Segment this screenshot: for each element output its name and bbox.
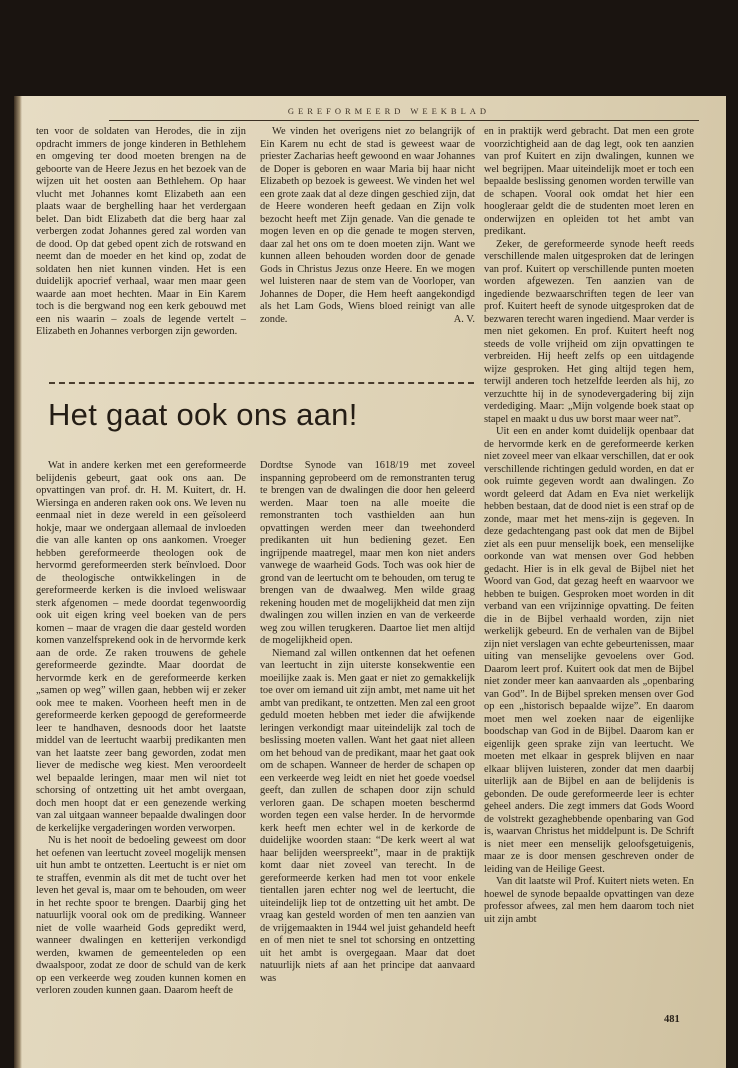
paragraph: We vinden het overigens niet zo belangrijk of Ein Karem nu echt de stad is geweest waar de priester Zacharias heeft gewoond en waar Johannes de Doper is geboren en waar Maria bij haar nicht Elizabeth op bezoek is geweest. We vinden het wel een grote zaak dat al deze dingen geschied zijn, dat de Heere wonderen heeft gedaan en Zijn volk bezocht heeft met Zijn genade. Van die genade te mogen leven en op die genade te mogen sterven, daar zal het ons om te doen moeten zijn. Want we kunnen alleen behouden worden door de genade Gods in Christus Jezus onze Heere. En we mogen wel luisteren naar de stem van de Voorloper, van Johannes de Doper, die Hem heeft aangekondigd als het Lam Gods, Wiens bloed reinigt van alle zonde. A. V.	[260, 126, 475, 325]
paragraph: Nu is het nooit de bedoeling geweest om door het oefenen van leertucht zoveel mogelijk mensen uit hun ambt te ontzetten. Leertucht is er niet om te straffen, evenmin als dit met de tucht over het leven het geval is, maar om te behouden, om weer in het rechte spoor te brengen. Daarbij ging het natuurlijk vooral ook om de prediking. Wanneer niet de volle waarheid Gods gepredikt werd, wanneer dwalingen en ketterijen verkondigd werden, kwamen de gemeenteleden op een dwaalspoor, zodat ze door de schuld van de kerk op een verkeerde weg zouden kunnen komen en verloren zouden kunnen gaan. Daarom heeft de	[36, 835, 246, 996]
paragraph: en in praktijk werd gebracht. Dat men een grote voorzichtigheid aan de dag legt, ook ten aanzien van prof Kuitert en zijn dwalingen, kunnen we wel begrijpen. Maar uiteindelijk moet er toch een bepaalde beslissing genomen worden terwille van de schapen. Vooral ook omdat het hier een hoogleraar geldt die de studenten moet leren en onderwijzen en opleiden tot het ambt van predikant.	[484, 126, 694, 237]
page-number: 481	[664, 1014, 680, 1025]
paragraph: Van dit laatste wil Prof. Kuitert niets weten. En hoewel de synode bepaalde opvattingen van deze professor afwees, zal men hem daarom toch niet uit zijn ambt	[484, 876, 694, 925]
magazine-page	[14, 96, 726, 1068]
author-signature: A. V.	[453, 313, 475, 325]
article-headline: Het gaat ook ons aan!	[48, 397, 358, 432]
article-column-1	[36, 460, 246, 998]
article-column-3	[484, 126, 694, 926]
section-divider	[49, 382, 474, 384]
paragraph: Zeker, de gereformeerde synode heeft reeds verschillende malen uitgesproken dat de leringen van prof. Kuitert op verschillende punten moeten worden afgewezen. Ten aanzien van de ingediende bezwaarschriften tegen de leer van prof. Kuitert heeft de synode uitgesproken dat de bezwaren terecht waren ingediend. Maar verder is men niet gekomen. En prof. Kuitert heeft nog steeds de volle vrijheid om zijn opvattingen te verbreiden. Hij heeft zelfs op een uitdagende wijze gesproken. Het ging altijd tegen hem, terwijl anderen toch hetzelfde leerden als hij, zo verzuchtte hij in de synodevergadering bij zijn verdediging. Maar: „Mijn volgende boek staat op stapel en maakt u dus uw borst maar weer nat”.	[484, 238, 694, 425]
paragraph: ten voor de soldaten van Herodes, die in zijn opdracht immers de jonge kinderen in Bethlehem en omgeving ter dood moeten brengen na de geboorte van de Heere Jezus en het bezoek van de wijzen uit het oosten aan Bethlehem. Op haar vlucht met Johannes komt Elizabeth aan een plaats waar de berghelling haar het verdergaan belet. Dan bidt Elizabeth dat die berg haar zal verbergen zodat Johannes gered zal worden van de dood. Op dat gebed opent zich de rotswand en neemt dan de moeder en het kind op, zodat de soldaten hen niet kunnen vinden. Het is een duidelijk apocrief verhaal, waar men maar geen waarde aan moet hechten. Maar in Ein Karem toch is die bergwand nog een kerk gebouwd met een nis waarin – zoals de legende vertelt – Elizabeth en Johannes verborgen zijn geworden.	[36, 126, 246, 337]
paragraph: Uit een en ander komt duidelijk openbaar dat de hervormde kerk en de gereformeerde kerken niet zoveel meer van elkaar verschillen, dat er ook verschillende richtingen geduld worden, en dat er ook ruimte gegeven wordt aan dwalingen. Zo wordt geleerd dat Adam en Eva niet werkelijk hebben bestaan, dat de dood niet is een straf op de zonde, maar met het mens-zijn is gegeven. In deze gedachtengang past ook dat men de Bijbel ziet als een puur menselijk boek, een menselijke oorkonde van wat mensen over God hebben gedacht. Hier is in elk geval de Bijbel niet het Woord van God, dat gezag heeft en waarvoor we hebben te buigen. Gesproken moet worden in dit verband van een vrijzinnige opvatting. De feiten die in de Bijbel verhaald worden, zijn niet werkelijk gebeurd. En de verhalen van de Bijbel zijn niet verslagen van echte gebeurtenissen, maar uiting van menselijke gevoelens over God. Daarom leert prof. Kuitert ook dat men de Bijbel niet zonder meer kan aanvaarden als „openbaring van God”. In de Bijbel spreken mensen over God op een „historisch bepaalde wijze”. En daarom moet men wel zoeken naar de eigenlijke boodschap van God in de Bijbel. Daarom kan er eigenlijk geen sprake zijn van leertucht. We moeten met elkaar in gesprek blijven en naar elkaar blijven luisteren, zonder dat men daarbij uiterlijk aan de Bijbel en aan de belijdenis is gebonden. De oude gereformeerde leer is echter geheel anders. Die zegt immers dat Gods Woord de volstrekt gezaghebbende openbaring van God is, waarvan Christus het middelpunt is. De Schrift is niet meer een menselijk geloofsgetuigenis, maar ze is door mensen geschreven onder de leiding van de Heilige Geest.	[484, 426, 694, 875]
previous-article-column-1	[36, 126, 246, 339]
header-rule	[109, 120, 699, 121]
paragraph: Niemand zal willen ontkennen dat het oefenen van leertucht in zijn uiterste konsekwentie een moeilijke zaak is. Men gaat er niet zo gemakkelijk toe over om iemand uit zijn ambt, met name uit het ambt van predikant, te ontzetten. Men zal een groot geduld moeten hebben met ieder die afwijkende leringen verkondigt maar uiteindelijk zal toch de beslissing moeten vallen. Want het gaat niet alleen om het behoud van de predikant, maar het gaat ook om de schapen. Wanneer de herder de schapen op een verkeerde weg leidt en niet het goede voedsel geeft, dan zullen de schapen door zijn schuld verloren gaan. De schapen moeten beschermd worden tegen een valse herder. In de hervormde kerk heeft men echter wel in de kerkorde de duidelijke woorden staan: “De kerk weert al wat haar belijden weerspreekt”, maar in de praktijk komt daar niet zoveel van terecht. In de gereformeerde kerken had men tot voor enkele tientallen jaren echter nog wel de leertucht, die uiteindelijk liep tot de ontzetting uit het ambt. De vraag kan gesteld worden of men ten aanzien van de vrijgemaakten in 1944 wel juist gehandeld heeft en of men niet te snel tot schorsing en ontzetting uit het ambt is overgegaan. Maar dat doet natuurlijk niets af aan het principe dat aanvaard was	[260, 647, 475, 984]
paragraph: Wat in andere kerken met een gereformeerde belijdenis gebeurt, gaat ook ons aan. De opvattingen van prof. dr. H. M. Kuitert, dr. H. Wiersinga en anderen raken ook ons. We leven nu eenmaal niet in deze wereld in een geïsoleerd hokje, maar we ondergaan allemaal de invloeden die van alle kanten op ons aankomen. Vroeger hebben gereformeerde theologen ook de hervormd gereformeerden sterk beïnvloed. Door de theologische ontwikkelingen in de gereformeerde kerken is die invloed weliswaar sterk afgenomen – mede doordat tegenwoordig ook uit eigen kring veel boeken van de pers komen – maar de vragen die daar gesteld worden komen vanzelfsprekend ook in de hervormde kerk aan de orde. Ze raken trouwens de gehele gereformeerde gezindte. Maar doordat de hervormde kerk en de gereformeerde kerken „samen op weg” willen gaan, hebben wij er zeker ook mee te maken. Voorheen heeft men in de gereformeerde kerken gepoogd de gereformeerde leer te handhaven, desnoods door het laatste middel van de leertucht waarbij predikanten men van het laatste zeer bang geworden, zodat men liever de medische weg kiest. Men veroordeelt wel bepaalde leringen, maar men wil niet tot schorsing of ontzetting uit het ambt overgaan, doch men hoopt dat er een genezende werking van zal uitgaan wanneer bepaalde dwalingen door de kerkelijke vergaderingen worden verworpen.	[36, 460, 246, 834]
previous-article-column-2	[260, 126, 475, 326]
page-spine-shadow	[14, 96, 22, 1068]
paragraph: Dordtse Synode van 1618/19 met zoveel inspanning geprobeerd om de remonstranten terug te brengen van de dwalingen die door hen geleerd werden. Maar toen na alle moeite die remonstranten toch vasthielden aan hun opvattingen werden meer dan tweehonderd predikanten uit hun bediening gezet. Een ingrijpende maatregel, maar men kon niet anders vanwege de waarheid Gods. Toch was ook hier de grond van de leertucht om te behouden, om terug te brengen van de dwaalweg. Men wilde graag rekening houden met de mogelijkheid dat men zijn dwalingen zou willen inzien en van de verkeerde weg zou willen terugkeren. Daartoe liet men altijd de mogelijkheid open.	[260, 460, 475, 646]
article-column-2	[260, 460, 475, 985]
running-head: GEREFORMEERD WEEKBLAD	[287, 106, 491, 116]
